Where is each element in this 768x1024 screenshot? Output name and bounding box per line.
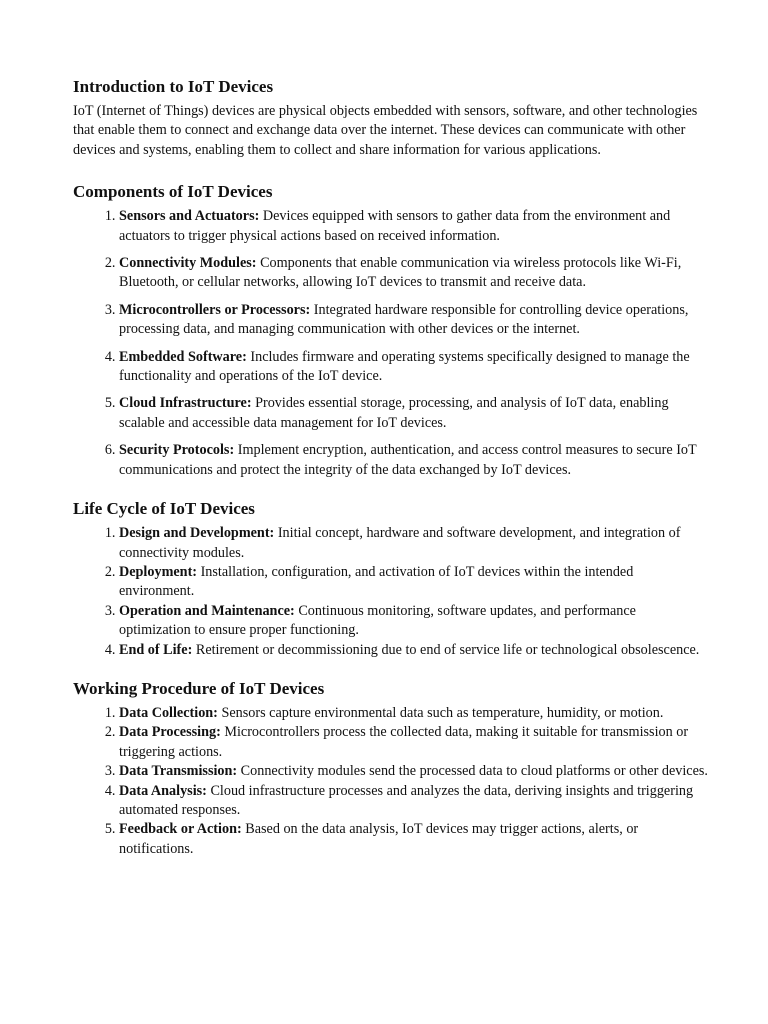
item-term: Data Transmission:: [119, 763, 238, 780]
components-heading: Components of IoT Devices: [73, 182, 273, 202]
list-item: [119, 254, 708, 293]
item-term: Security Protocols:: [119, 442, 235, 459]
item-text: Continuous monitoring, software updates, and performance optimization to ensure proper functioning.: [119, 602, 636, 639]
intro-heading: Introduction to IoT Devices: [73, 77, 274, 96]
list-item: [119, 563, 708, 602]
item-term: End of Life:: [119, 641, 193, 658]
list-item: [119, 441, 708, 480]
list-item: [119, 641, 708, 660]
item-term: Data Collection:: [119, 704, 218, 721]
item-text: Connectivity modules send the processed data to cloud platforms or other devices.: [237, 763, 708, 780]
item-text: Retirement or decommissioning due to end of service life or technological obsolescence.: [192, 641, 700, 658]
item-text: Implement encryption, authentication, and access control measures to secure IoT communications and protect the integrity of the data exchanged by IoT devices.: [119, 442, 697, 478]
procedure-section: [73, 679, 708, 859]
lifecycle-list: [73, 524, 708, 660]
intro-section: [73, 77, 708, 160]
item-term: Connectivity Modules:: [119, 255, 257, 272]
item-text: Initial concept, hardware and software development, and integration of connectivity modules.: [119, 525, 681, 561]
item-text: Components that enable communication via wireless protocols like Wi-Fi, Bluetooth, or cellular networks, allowing IoT devices to transmit and receive data.: [119, 255, 682, 291]
item-text: Microcontrollers process the collected data, making it suitable for transmission or triggering actions.: [119, 724, 689, 760]
list-item: [119, 394, 708, 433]
procedure-list: [73, 704, 708, 859]
item-text: Devices equipped with sensors to gather data from the environment and actuators to trigger physical actions based on received information.: [119, 208, 671, 244]
list-item: [119, 602, 708, 641]
components-section: [73, 182, 708, 480]
item-text: Integrated hardware responsible for controlling device operations, processing data, and managing communication with other devices or the internet.: [119, 301, 689, 338]
item-term: Data Processing:: [119, 724, 221, 741]
item-term: Design and Development:: [119, 525, 275, 542]
lifecycle-heading: Life Cycle of IoT Devices: [73, 499, 255, 519]
item-term: Sensors and Actuators:: [119, 208, 260, 225]
item-text: Provides essential storage, processing, and analysis of IoT data, enabling scalable and accessible data management for IoT devices.: [119, 395, 669, 431]
list-item: [119, 348, 708, 387]
list-item: [119, 782, 708, 821]
item-term: Data Analysis:: [119, 782, 207, 799]
item-text: Based on the data analysis, IoT devices may trigger actions, alerts, or notifications.: [119, 821, 639, 857]
procedure-heading: Working Procedure of IoT Devices: [73, 678, 325, 698]
item-term: Embedded Software:: [119, 348, 247, 365]
item-text: Sensors capture environmental data such as temperature, humidity, or motion.: [217, 704, 664, 721]
list-item: [119, 301, 708, 340]
lifecycle-section: [73, 499, 708, 660]
item-term: Operation and Maintenance:: [119, 602, 295, 619]
intro-paragraph: IoT (Internet of Things) devices are physical objects embedded with sensors, software, and other technologies that enable them to connect and exchange data over the internet. These devices can communicate with other devices and systems, enabling them to collect and share information for various applications.: [73, 103, 698, 158]
list-item: [119, 762, 708, 781]
item-text: Cloud infrastructure processes and analyzes the data, deriving insights and triggering automated responses.: [119, 782, 694, 818]
list-item: [119, 704, 708, 723]
item-term: Microcontrollers or Processors:: [119, 301, 311, 318]
components-list: [73, 207, 708, 480]
item-term: Cloud Infrastructure:: [119, 395, 252, 412]
item-text: Installation, configuration, and activation of IoT devices within the intended environment.: [119, 563, 634, 600]
list-item: [119, 820, 708, 859]
list-item: [119, 207, 708, 246]
list-item: [119, 723, 708, 762]
list-item: [119, 524, 708, 563]
item-term: Deployment:: [119, 563, 198, 580]
item-term: Feedback or Action:: [119, 821, 242, 838]
item-text: Includes firmware and operating systems specifically designed to manage the functionality and operations of the IoT device.: [119, 348, 690, 385]
